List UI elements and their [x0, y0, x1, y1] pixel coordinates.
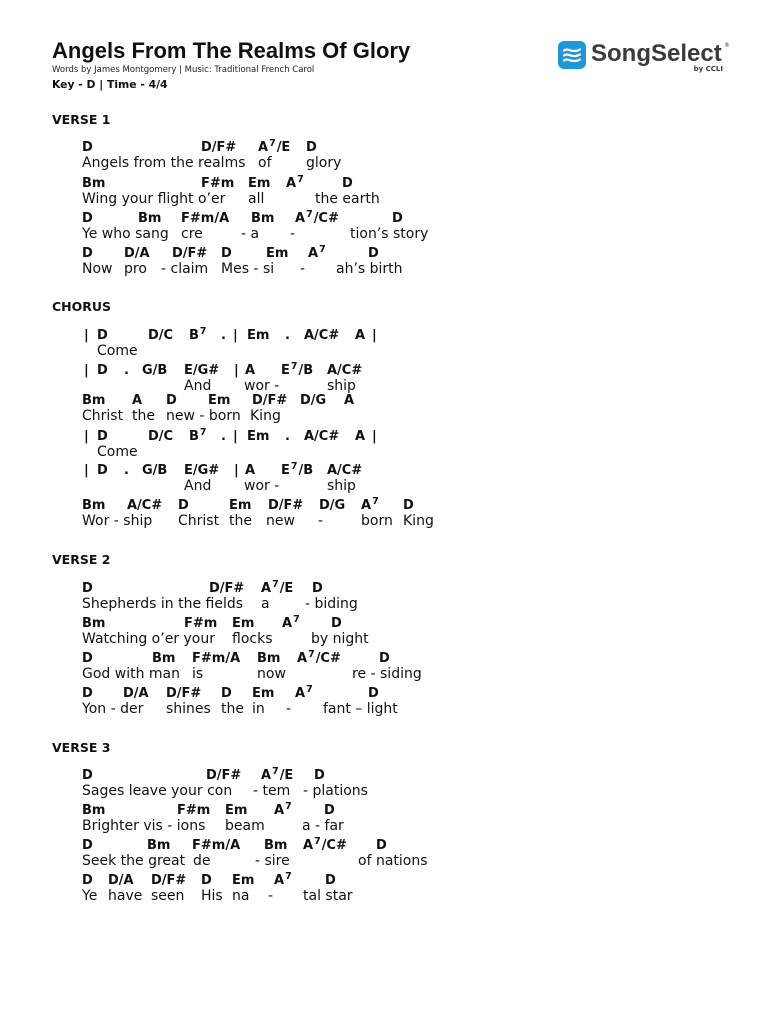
chord: D [376, 838, 387, 853]
logo-byline: by CCLI [693, 65, 723, 73]
chord: $B^7$ [189, 326, 207, 343]
chord: $A^7/C\#$ [303, 836, 347, 853]
lyric-fragment: all [248, 191, 265, 207]
lyric-fragment: tal star [303, 888, 353, 904]
chord-lyric-line [0, 616, 768, 648]
chord: Bm [264, 838, 288, 853]
lyric-fragment: - [290, 226, 296, 242]
chord: Bm [147, 838, 171, 853]
lyric-fragment: of nations [358, 853, 428, 869]
lyric-fragment: glory [306, 155, 342, 171]
lyric-fragment: a [261, 596, 270, 612]
chord-extension: 7 [285, 871, 292, 882]
chord: D [82, 211, 93, 226]
lyric-fragment: pro [124, 261, 147, 277]
chord-extension: 7 [319, 244, 326, 255]
lyric-fragment: - [268, 888, 274, 904]
lyric-fragment: Yon - der [82, 701, 144, 717]
chord: Em [232, 616, 255, 631]
chord: . [221, 328, 226, 343]
chord: A [245, 463, 256, 478]
lyric-fragment: Wor - ship [82, 513, 153, 529]
lyric-fragment: Angels from the realms [82, 155, 246, 171]
chord: D/F# [151, 873, 187, 888]
chord-lyric-line [0, 140, 768, 172]
lyric-fragment: Mes - si [221, 261, 275, 277]
logo-wordmark: SongSelect [591, 40, 722, 67]
chord: A [355, 328, 366, 343]
lyric-fragment: tion’s story [350, 226, 429, 242]
chord-lyric-line [0, 328, 768, 360]
chord: | [234, 463, 239, 478]
lyric-fragment: Come [97, 343, 138, 359]
chord-lyric-line [0, 393, 768, 425]
chord: D [379, 651, 390, 666]
chord-lyric-line [0, 651, 768, 683]
chord: D/A [124, 246, 150, 261]
chord: Em [208, 393, 231, 408]
lyric-fragment: ah’s birth [336, 261, 403, 277]
chord: F#m/A [192, 651, 241, 666]
lyric-fragment: the earth [315, 191, 380, 207]
chord: Bm [82, 393, 106, 408]
chord: D/F# [268, 498, 304, 513]
lyric-fragment: now [257, 666, 286, 682]
chord: A/C# [327, 363, 363, 378]
chord: $A^7/E$ [261, 579, 294, 596]
lyric-fragment: God with man [82, 666, 180, 682]
lyric-fragment: new [266, 513, 295, 529]
lyric-fragment: re - siding [352, 666, 422, 682]
lyric-fragment: Wing your flight o’er [82, 191, 226, 207]
chord: $E^7/B$ [281, 461, 314, 478]
lyric-fragment: the [221, 701, 244, 717]
chord: D [312, 581, 323, 596]
lyric-fragment: Watching o’er your [82, 631, 215, 647]
chord-extension: 7 [314, 836, 321, 847]
lyric-fragment: Now [82, 261, 113, 277]
chord: Bm [257, 651, 281, 666]
chord: D/F# [201, 140, 237, 155]
chord: D [97, 363, 108, 378]
chord-lyric-line [0, 803, 768, 835]
chord-extension: 7 [308, 649, 315, 660]
chord: . [285, 429, 290, 444]
lyric-fragment: Shepherds in the fields [82, 596, 244, 612]
chord: D [342, 176, 353, 191]
chord: Em [247, 328, 270, 343]
lyric-fragment: shines [166, 701, 211, 717]
chord: Em [225, 803, 248, 818]
chord: $A^7$ [274, 801, 292, 818]
chord-extension: 7 [199, 427, 207, 438]
chord: Bm [82, 803, 106, 818]
chord: D/G [319, 498, 346, 513]
chord: Bm [152, 651, 176, 666]
chord: $A^7$ [274, 871, 292, 888]
chord: | [84, 363, 89, 378]
chord-extension: 7 [306, 684, 313, 695]
chord: D/C [148, 328, 174, 343]
chord: D [82, 246, 93, 261]
chord: D/F# [166, 686, 202, 701]
lyric-fragment: ship [327, 478, 356, 494]
lyric-fragment: His [201, 888, 223, 904]
chord: D [368, 686, 379, 701]
chord: D/F# [209, 581, 245, 596]
lyric-fragment: fant – light [323, 701, 398, 717]
lyric-fragment: new - born [166, 408, 241, 424]
chord-lyric-line [0, 463, 768, 495]
lyric-fragment: Christ [178, 513, 220, 529]
lyric-fragment: the [229, 513, 252, 529]
section-label: VERSE 3 [52, 740, 111, 755]
chord-lyric-line [0, 498, 768, 530]
chord: . [285, 328, 290, 343]
chord: G/B [142, 363, 168, 378]
chord: D/A [123, 686, 149, 701]
chord: | [234, 363, 239, 378]
lyric-fragment: - claim [161, 261, 209, 277]
chord: A/C# [304, 429, 340, 444]
lyric-fragment: na [232, 888, 250, 904]
chord: D [82, 686, 93, 701]
lyric-fragment: Come [97, 444, 138, 460]
lyric-fragment: seen [151, 888, 185, 904]
chord: Bm [251, 211, 275, 226]
chord-lyric-line [0, 581, 768, 613]
chord-extension: 7 [285, 801, 292, 812]
chord-lyric-line [0, 686, 768, 718]
chord: D [97, 429, 108, 444]
section-label: VERSE 1 [52, 112, 111, 127]
lyric-fragment: - a [241, 226, 260, 242]
lyric-fragment: King [403, 513, 434, 529]
chord-extension: 7 [372, 496, 379, 507]
lyric-fragment: King [250, 408, 281, 424]
lyric-fragment: Sages leave your con [82, 783, 233, 799]
chord: $A^7$ [308, 244, 326, 261]
chord: $E^7/B$ [281, 361, 314, 378]
chord: D [97, 328, 108, 343]
key-and-time: Key - D | Time - 4/4 [52, 78, 168, 91]
chord: D [368, 246, 379, 261]
chord: D [221, 686, 232, 701]
lyric-fragment: wor - [244, 378, 280, 394]
chord: | [372, 328, 377, 343]
chord: D [82, 838, 93, 853]
chord-extension: 7 [290, 361, 298, 372]
chord: Em [252, 686, 275, 701]
chord: F#m [201, 176, 235, 191]
lyric-fragment: of [258, 155, 272, 171]
lyric-fragment: by night [311, 631, 369, 647]
chord-extension: 7 [272, 579, 279, 590]
lyric-fragment: And [184, 378, 212, 394]
chord-lyric-line [0, 838, 768, 870]
chord-extension: 7 [306, 209, 313, 220]
chord: $A^7/C\#$ [297, 649, 341, 666]
chord: D [82, 873, 93, 888]
lyric-fragment: a - far [302, 818, 344, 834]
chord: D/F# [252, 393, 288, 408]
lyric-fragment: Christ [82, 408, 124, 424]
lyric-fragment: - sire [255, 853, 290, 869]
chord: $A^7$ [286, 174, 304, 191]
chord: D [201, 873, 212, 888]
chord: A/C# [127, 498, 163, 513]
chord: Bm [82, 176, 106, 191]
lyric-fragment: Ye [82, 888, 98, 904]
chord: E/G# [184, 363, 220, 378]
chord: D [178, 498, 189, 513]
song-credits: Words by James Montgomery | Music: Traditional French Carol [52, 65, 315, 75]
chord: Bm [82, 498, 106, 513]
lyric-fragment: Brighter vis - ions [82, 818, 206, 834]
chord: | [233, 429, 238, 444]
chord: D/G [300, 393, 327, 408]
lyric-fragment: - plations [303, 783, 368, 799]
lyric-fragment: - [300, 261, 306, 277]
song-title: Angels From The Realms Of Glory [52, 38, 411, 63]
chord: | [84, 328, 89, 343]
chord: D/C [148, 429, 174, 444]
chord: D [82, 581, 93, 596]
chord: F#m [177, 803, 211, 818]
chord-extension: 7 [269, 138, 276, 149]
chord-lyric-line [0, 211, 768, 243]
chord: Em [232, 873, 255, 888]
chord: D/F# [172, 246, 208, 261]
chord: | [372, 429, 377, 444]
chord-extension: 7 [293, 614, 300, 625]
lyric-fragment: cre [181, 226, 203, 242]
logo-registered-mark: ® [724, 42, 730, 49]
chord: D [82, 768, 93, 783]
chord-lyric-line [0, 176, 768, 208]
chord-extension: 7 [199, 326, 207, 337]
chord-lyric-line [0, 873, 768, 905]
chord: A [132, 393, 143, 408]
lyric-fragment: - tem [253, 783, 291, 799]
chord: F#m/A [192, 838, 241, 853]
chord-lyric-line [0, 363, 768, 395]
chord-extension: 7 [297, 174, 304, 185]
chord-extension: 7 [290, 461, 298, 472]
chord: $A^7/E$ [258, 138, 291, 155]
chord: G/B [142, 463, 168, 478]
lyric-fragment: And [184, 478, 212, 494]
chord: D [166, 393, 177, 408]
chord: Em [266, 246, 289, 261]
chord: | [233, 328, 238, 343]
lyric-fragment: is [192, 666, 204, 682]
chord: . [124, 363, 129, 378]
lyric-fragment: - [286, 701, 292, 717]
chord: $A^7$ [361, 496, 379, 513]
lyric-fragment: Ye who sang [82, 226, 169, 242]
lyric-fragment: born [361, 513, 393, 529]
chord: D [324, 803, 335, 818]
chord: E/G# [184, 463, 220, 478]
lyric-fragment: in [252, 701, 265, 717]
chord-lyric-line [0, 429, 768, 461]
chord: . [221, 429, 226, 444]
lyric-fragment: beam [225, 818, 265, 834]
lyric-fragment: the [132, 408, 155, 424]
chord: D [82, 140, 93, 155]
chord: | [84, 429, 89, 444]
chord: A [245, 363, 256, 378]
chord: D/F# [206, 768, 242, 783]
chord: $A^7$ [295, 684, 313, 701]
chord: Em [248, 176, 271, 191]
chord: D/A [108, 873, 134, 888]
lyric-fragment: de [193, 853, 211, 869]
chord: D [314, 768, 325, 783]
section-label: CHORUS [52, 299, 112, 314]
chord: D [97, 463, 108, 478]
chord: F#m/A [181, 211, 230, 226]
chord: | [84, 463, 89, 478]
lyric-fragment: flocks [232, 631, 273, 647]
chord: Bm [138, 211, 162, 226]
chord: Bm [82, 616, 106, 631]
chord: $A^7$ [282, 614, 300, 631]
chord: . [124, 463, 129, 478]
chord: A/C# [327, 463, 363, 478]
lyric-fragment: - biding [305, 596, 358, 612]
chord: A [355, 429, 366, 444]
chord-extension: 7 [272, 766, 279, 777]
chord: D [82, 651, 93, 666]
chord: $A^7/C\#$ [295, 209, 339, 226]
chord: D [325, 873, 336, 888]
chord: A/C# [304, 328, 340, 343]
lyric-fragment: have [108, 888, 143, 904]
chord: $A^7/E$ [261, 766, 294, 783]
lyric-fragment: Seek the great [82, 853, 186, 869]
chord-lyric-line [0, 246, 768, 278]
chord: D [403, 498, 414, 513]
lyric-fragment: wor - [244, 478, 280, 494]
chord: D [392, 211, 403, 226]
section-label: VERSE 2 [52, 552, 111, 567]
chord: $B^7$ [189, 427, 207, 444]
chord: D [331, 616, 342, 631]
chord: D [306, 140, 317, 155]
chord: D [221, 246, 232, 261]
lyric-fragment: ship [327, 378, 356, 394]
chord: A [344, 393, 355, 408]
chord-lyric-line [0, 768, 768, 800]
lyric-fragment: - [318, 513, 324, 529]
chord: Em [247, 429, 270, 444]
chord: Em [229, 498, 252, 513]
chord: F#m [184, 616, 218, 631]
